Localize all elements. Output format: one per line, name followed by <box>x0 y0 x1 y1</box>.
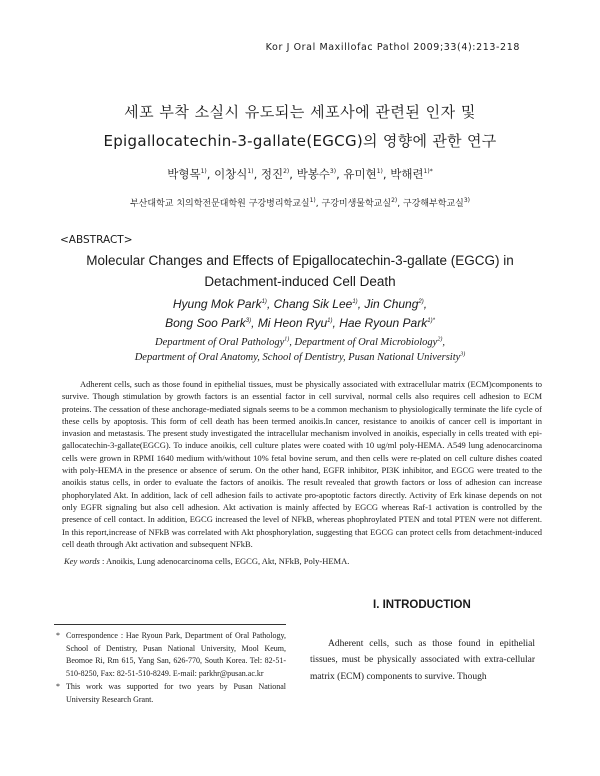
footnote-correspondence: * Correspondence : Hae Ryoun Park, Department of Oral Pathology, School of Dentistry, Pusan National University, Mool Keum, Beomoe Ri, Rm 615, Yang San, 626-770, South Korea. Tel: 82-51-510-8250, Fax: 82-51-510-8249. E-mail: parkhr@pusan.ac.kr <box>56 631 286 678</box>
english-title <box>0 250 600 292</box>
korean-department: 구강미생물학교실$^{2)}$ <box>321 197 398 209</box>
english-author: Bong Soo Park$^{3)}$ <box>165 316 252 330</box>
english-author: Jin Chung$^{2)}$ <box>364 297 424 311</box>
abstract-label: <ABSTRACT> <box>60 234 133 246</box>
korean-author: 이창식$^{1)}$ <box>214 167 254 181</box>
section-heading: I. INTRODUCTION <box>373 599 471 611</box>
keywords: Key words : Anoikis, Lung adenocarcinoma cells, EGCG, Akt, NFkB, Poly-HEMA. <box>64 556 350 566</box>
english-author: Hae Ryoun Park$^{1)*}$ <box>339 316 435 330</box>
korean-affiliation: 부산대학교 치의학전문대학원 구강병리학교실$^{1)}$, 구강미생물학교실$^{2)}$, 구강해부학교실$^{3)}$ <box>129 197 470 209</box>
keywords-text: Anoikis, Lung adenocarcinoma cells, EGCG, Akt, NFkB, Poly-HEMA. <box>105 556 350 566</box>
korean-author: 정진$^{2)}$ <box>260 167 290 181</box>
keywords-label: Key words <box>64 556 100 566</box>
footnote-divider <box>54 624 286 625</box>
footnotes <box>56 630 286 706</box>
korean-author: 유미현$^{1)}$ <box>343 167 383 181</box>
english-title-line2: Detachment-induced Cell Death <box>204 274 396 289</box>
english-author: Mi Heon Ryu$^{1)}$ <box>257 316 333 330</box>
korean-author-list: 박형목$^{1)}$, 이창식$^{1)}$, 정진$^{2)}$, 박봉수$^{3)}$, 유미현$^{1)}$, 박해련$^{1)*}$ <box>167 167 433 181</box>
korean-title-line2: Epigallocatechin-3-gallate(EGCG)의 영향에 관한 연구 <box>103 132 497 150</box>
english-title-line1: Molecular Changes and Effects of Epigallocatechin-3-gallate (EGCG) in <box>86 253 514 268</box>
introduction-body: Adherent cells, such as those found in epithelial tissues, must be physically associated with extra-cellular matrix (ECM) components to survive. Though <box>310 639 535 682</box>
korean-title-line1: 세포 부착 소실시 유도되는 세포사에 관련된 인자 및 <box>124 103 476 121</box>
korean-author: 박해련$^{1)*}$ <box>390 167 433 181</box>
korean-author: 박봉수$^{3)}$ <box>296 167 337 181</box>
english-author-list: Hyung Mok Park$^{1)}$, Chang Sik Lee$^{1)}$, Jin Chung$^{2)}$, Bong Soo Park$^{3)}$, Mi Heon Ryu$^{1)}$, Hae Ryoun Park$^{1)*}$ <box>165 297 435 330</box>
abstract-body: Adherent cells, such as those found in epithelial tissues, must be physically associated with extracellular matrix (ECM)components to survive. Though stimulation by growth factors is an essential factor in cell survival, normal cells also requires cell adhesion to ECM proteins. The cessation of these anchorage-mediated signals seems to be a common mechanism to physiologically terminate the life cycle of these cells by apoptosis. This form of cell death has been termed anoikis.In cancer, resistance to anoikis of cancer cell is important in invasion and metastasis. The present study investigated the intracellular mechanism involved in anoikis, especially in cells treated with epi-gallocatechin-3-gallate(EGCG). To induce anoikis, cell culture plates were coated with 10 ug/ml poly-HEMA. A549 lung adenocarcinoma cells were grown in RPMI 1640 medium with/without 10% fetal bovine serum, and then cells were re-plated on cell culture dishes coated with poly-HEMA in the presence or absence of serum. On the other hand, EGFR inhibitor, PI3K inhibitor, and EGCG were treated to the anoikis status cells, in order to evaluate the factors of anoikis. The result revealed that growth factors or loss of adhesion can increase phophorylated Akt. In addition, lack of cell adhesion fails to activate pro-apoptotic factors directly. Activity of Erk kinase depends on not only EGFR signaling but also cell adhesion. Akt activation is mainly affected by EGCG whereas Raf-1 activation is controlled by the presence of cell contact. In addition, EGCG increased the level of NFkB, whereas phophroylated PTEN and total PTEN were not different. In this report,increase of NFkB was correlated with Akt phosphorylation, suggesting that EGCG can protect cells from detachment-induced cell death through Akt activation and subsequent NFkB. <box>62 379 542 549</box>
korean-department: 구강병리학교실$^{1)}$ <box>248 197 316 209</box>
korean-author: 박형목$^{1)}$ <box>167 167 207 181</box>
journal-citation: Kor J Oral Maxillofac Pathol 2009;33(4):213-218 <box>265 42 520 53</box>
korean-department: 구강해부학교실$^{3)}$ <box>402 197 470 209</box>
english-author: Chang Sik Lee$^{1)}$ <box>273 297 358 311</box>
english-author: Hyung Mok Park$^{1)}$ <box>172 297 267 311</box>
footnote-funding: * This work was supported for two years by Pusan National University Research Grant. <box>56 682 286 704</box>
english-affiliation: Department of Oral Pathology$^{1)}$, Department of Oral Microbiology$^{2)}$, Department of Oral Anatomy, School of Dentistry, Pusan National University$^{3)}$ <box>134 336 466 363</box>
